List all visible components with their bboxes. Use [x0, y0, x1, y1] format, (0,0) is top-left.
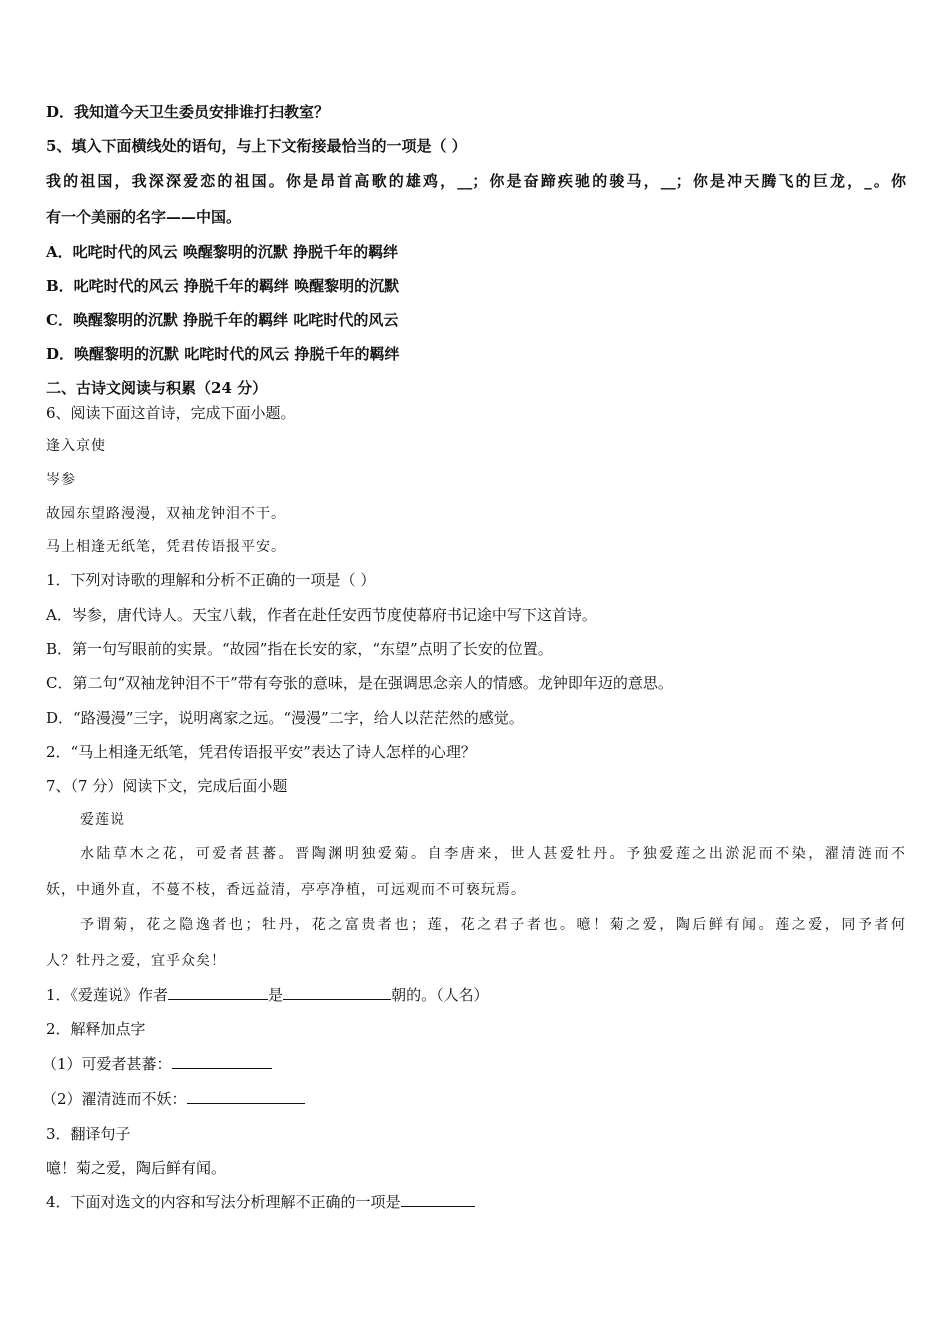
- q5-option-d: D．唤醒黎明的沉默 叱咤时代的风云 挣脱千年的羁绊: [46, 345, 400, 363]
- q5-option-a: A．叱咤时代的风云 唤醒黎明的沉默 挣脱千年的羁绊: [46, 243, 399, 261]
- q7-sub4: [46, 1192, 475, 1212]
- q5-passage-line1: 我的祖国，我深深爱恋的祖国。你是昂首高歌的雄鸡，__；你是奋蹄疾驰的骏马，__；你是冲天腾飞的巨龙，_。你: [46, 172, 906, 190]
- q7-sub2-item1: [42, 1054, 272, 1074]
- dynasty-answer-blank[interactable]: [283, 985, 391, 1000]
- poem-author: 岑参: [46, 472, 76, 488]
- poem-line2: 马上相逢无纸笔，凭君传语报平安。: [46, 539, 286, 555]
- author-answer-blank[interactable]: [168, 985, 268, 1000]
- q7-stem: 7、（7 分）阅读下文，完成后面小题: [46, 777, 288, 795]
- q7-sub1-prefix: 1．《爱莲说》作者: [46, 986, 169, 1004]
- essay-para2-line2: 人？牡丹之爱，宜乎众矣！: [46, 953, 226, 969]
- poem-line1: 故园东望路漫漫，双袖龙钟泪不干。: [46, 506, 286, 522]
- fan-answer-blank[interactable]: [172, 1054, 272, 1069]
- q5-option-b: B．叱咤时代的风云 挣脱千年的羁绊 唤醒黎明的沉默: [46, 277, 400, 295]
- essay-para1-line1: 水陆草木之花，可爱者甚蕃。晋陶渊明独爱菊。自李唐来，世人甚爱牡丹。予独爱莲之出淤泥而不染，濯清涟而不: [80, 846, 906, 862]
- section2-title: 二、古诗文阅读与积累（24 分）: [46, 379, 268, 397]
- q7-sub1-suffix: 朝的。（人名）: [391, 986, 489, 1004]
- essay-para2-line1: 予谓菊，花之隐逸者也；牡丹，花之富贵者也；莲，花之君子者也。噫！菊之爱，陶后鲜有闻。莲之爱，同予者何: [80, 917, 906, 933]
- q7-sub4-label: 4．下面对选文的内容和写法分析理解不正确的一项是: [46, 1193, 401, 1211]
- q5-stem: 5、填入下面横线处的语句，与上下文衔接最恰当的一项是（ ）: [46, 137, 467, 155]
- q7-sub3-sentence: 噫！菊之爱，陶后鲜有闻。: [46, 1159, 227, 1177]
- yao-answer-blank[interactable]: [187, 1089, 305, 1104]
- q6-sub2: 2．“马上相逢无纸笔，凭君传语报平安”表达了诗人怎样的心理？: [46, 743, 476, 761]
- q6-stem: 6、阅读下面这首诗，完成下面小题。: [46, 404, 296, 422]
- q6-option-a: A．岑参，唐代诗人。天宝八载，作者在赴任安西节度使幕府书记途中写下这首诗。: [46, 606, 597, 624]
- q7-sub1: [46, 985, 489, 1005]
- sub4-answer-blank[interactable]: [401, 1192, 475, 1207]
- q6-option-d: D．“路漫漫”三字，说明离家之远。“漫漫”二字，给人以茫茫然的感觉。: [46, 709, 524, 727]
- q7-sub1-mid: 是: [268, 986, 284, 1004]
- q6-option-c: C．第二句“双袖龙钟泪不干”带有夸张的意味，是在强调思念亲人的情感。龙钟即年迈的意思。: [46, 674, 673, 692]
- poem-title: 逢入京使: [46, 438, 106, 454]
- q7-sub2: 2．解释加点字: [46, 1020, 146, 1038]
- q6-sub1: 1．下列对诗歌的理解和分析不正确的一项是（ ）: [46, 571, 376, 589]
- q6-option-b: B．第一句写眼前的实景。“故园”指在长安的家，“东望”点明了长安的位置。: [46, 640, 553, 658]
- q7-sub2-item2: [42, 1089, 305, 1109]
- q5-passage-line2: 有一个美丽的名字——中国。: [46, 208, 242, 226]
- q4-option-d: D．我知道今天卫生委员安排谁打扫教室？: [46, 103, 330, 121]
- essay-para1-line2: 妖，中通外直，不蔓不枝，香远益清，亭亭净植，可远观而不可亵玩焉。: [46, 882, 526, 898]
- q7-sub2-item2-label: （2）濯清涟而不妖：: [42, 1090, 187, 1108]
- q5-option-c: C．唤醒黎明的沉默 挣脱千年的羁绊 叱咤时代的风云: [46, 311, 399, 329]
- q7-sub3: 3．翻译句子: [46, 1125, 131, 1143]
- q7-sub2-item1-label: （1）可爱者甚蕃：: [42, 1055, 172, 1073]
- essay-title: 爱莲说: [80, 812, 125, 828]
